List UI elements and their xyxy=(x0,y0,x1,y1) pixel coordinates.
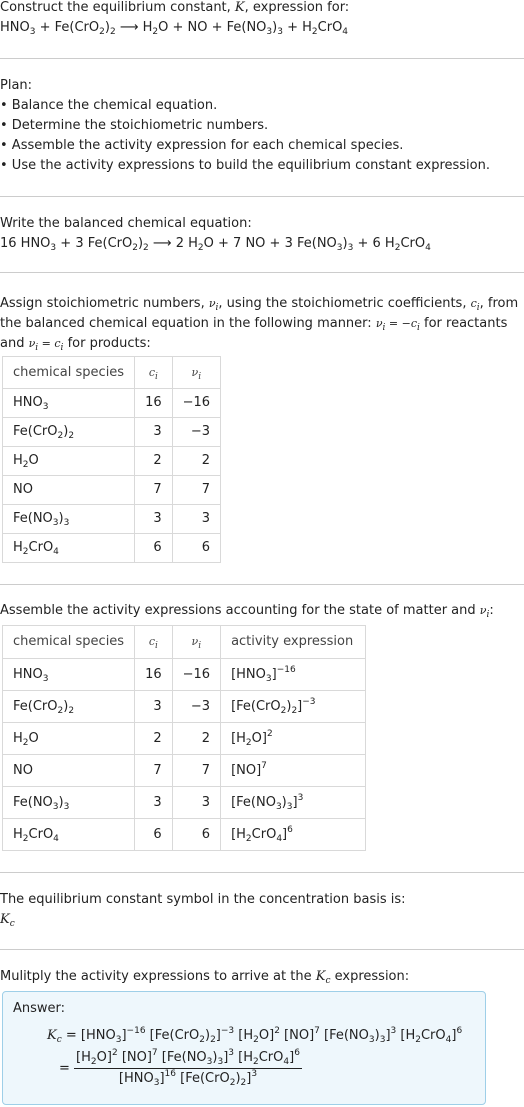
nu-cell: 7 xyxy=(172,476,220,505)
header-c: $c_i$ xyxy=(135,357,173,389)
stoich-text: Assign stoichiometric numbers, $\nu_i$, using the stoichiometric coefficients, $c_i$, from xyxy=(0,296,519,313)
kc-title: The equilibrium constant symbol in the concentration basis is: xyxy=(0,892,406,907)
c-cell: 6 xyxy=(135,534,173,563)
table-row xyxy=(3,787,366,819)
answer-box xyxy=(2,991,486,1105)
stoich-text: the balanced chemical equation in the following manner: $\nu_i = -c_i$ for reactants xyxy=(0,316,508,333)
kc-section xyxy=(0,890,524,930)
divider xyxy=(0,196,524,197)
activity-cell: $[H_2CrO_4]^6$ xyxy=(221,819,366,851)
nu-cell: 3 xyxy=(172,787,220,819)
intro-section xyxy=(0,0,524,38)
table-row xyxy=(3,691,366,723)
answer-label: Answer: xyxy=(13,1001,66,1016)
nu-cell: −3 xyxy=(172,418,220,447)
nu-cell: −3 xyxy=(172,691,220,723)
table-row xyxy=(3,534,221,563)
table-row xyxy=(3,505,221,534)
divider xyxy=(0,584,524,585)
header-species: chemical species xyxy=(3,626,135,659)
activity-cell: $[Fe(CrO_2)_2]^{-3}$ xyxy=(221,691,366,723)
header-species: chemical species xyxy=(3,357,135,389)
activity-cell: [NO]$^7$ xyxy=(221,755,366,787)
nu-cell: 2 xyxy=(172,723,220,755)
multiply-title: Mulitply the activity expressions to arrive at the $K_c$ expression: xyxy=(0,969,410,986)
table-row xyxy=(3,418,221,447)
activity-title: Assemble the activity expressions accounting for the state of matter and $\nu_i$: xyxy=(0,603,494,620)
species-cell: $Fe(CrO_2)_2$ xyxy=(3,418,135,447)
species-cell: $HNO_3$ xyxy=(3,659,135,691)
plan-section xyxy=(0,76,524,176)
nu-cell: −16 xyxy=(172,659,220,691)
activity-cell: $[H_2O]^2$ xyxy=(221,723,366,755)
table-row xyxy=(3,447,221,476)
species-cell: $Fe(NO_3)_3$ xyxy=(3,787,135,819)
header-nu: $\nu_i$ xyxy=(172,626,220,659)
c-cell: 7 xyxy=(135,755,173,787)
species-cell: $H_2CrO_4$ xyxy=(3,819,135,851)
activity-table xyxy=(2,625,366,851)
plan-item: • Determine the stoichiometric numbers. xyxy=(0,118,269,133)
c-cell: 6 xyxy=(135,819,173,851)
fraction xyxy=(74,1048,302,1089)
nu-cell: −16 xyxy=(172,389,220,418)
c-cell: 16 xyxy=(135,389,173,418)
divider xyxy=(0,949,524,950)
species-cell: $H_2CrO_4$ xyxy=(3,534,135,563)
c-cell: 3 xyxy=(135,787,173,819)
table-row xyxy=(3,389,221,418)
stoich-table xyxy=(2,356,221,563)
nu-cell: 6 xyxy=(172,534,220,563)
kc-expression-fraction: = $\frac{[H_2O]^2 [NO]^7 [Fe(NO_3)_3]^3 [H_2CrO_4]^6}{[HNO_3]^{16} [Fe(CrO_2)_2]^3}$ xyxy=(59,1048,300,1088)
c-cell: 3 xyxy=(135,505,173,534)
activity-cell: $[Fe(NO_3)_3]^3$ xyxy=(221,787,366,819)
c-cell: 3 xyxy=(135,418,173,447)
c-cell: 2 xyxy=(135,723,173,755)
divider xyxy=(0,272,524,273)
species-cell: NO xyxy=(3,476,135,505)
activity-cell: $[HNO_3]^{-16}$ xyxy=(221,659,366,691)
activity-section xyxy=(0,601,524,621)
plan-item: • Use the activity expressions to build the equilibrium constant expression. xyxy=(0,158,490,173)
table-header-row xyxy=(3,357,221,389)
nu-cell: 2 xyxy=(172,447,220,476)
balanced-title: Write the balanced chemical equation: xyxy=(0,216,252,231)
table-header-row xyxy=(3,626,366,659)
intro-line: Construct the equilibrium constant, K, expression for: xyxy=(0,0,350,15)
stoich-text: and $\nu_i = c_i$ for products: xyxy=(0,336,151,353)
kc-symbol: $K_c$ xyxy=(0,912,15,929)
c-cell: 2 xyxy=(135,447,173,476)
c-cell: 3 xyxy=(135,691,173,723)
nu-cell: 7 xyxy=(172,755,220,787)
nu-cell: 6 xyxy=(172,819,220,851)
plan-item: • Balance the chemical equation. xyxy=(0,98,218,113)
plan-item: • Assemble the activity expression for each chemical species. xyxy=(0,138,404,153)
header-nu: $\nu_i$ xyxy=(172,357,220,389)
species-cell: $Fe(NO_3)_3$ xyxy=(3,505,135,534)
header-c: $c_i$ xyxy=(135,626,173,659)
kc-expression-product: $K_c = [HNO_3]^{-16}$ $[Fe(CrO_2)_2]^{-3}$ $[H_2O]^2$ [NO]$^7$ $[Fe(NO_3)_3]^3$ $[H_2CrO_4]^6$ xyxy=(47,1026,463,1045)
header-activity: activity expression xyxy=(221,626,366,659)
species-cell: $H_2O$ xyxy=(3,723,135,755)
table-row xyxy=(3,659,366,691)
fraction-numerator: $[H_2O]^2$ [NO]$^7$ $[Fe(NO_3)_3]^3$ $[H_2CrO_4]^6$ xyxy=(76,1048,300,1067)
unbalanced-equation: $HNO_3 + Fe(CrO_2)_2$ ⟶ $H_2O$ + NO + $Fe(NO_3)_3 + H_2CrO_4$ xyxy=(0,20,349,37)
nu-cell: 3 xyxy=(172,505,220,534)
c-cell: 7 xyxy=(135,476,173,505)
species-cell: $HNO_3$ xyxy=(3,389,135,418)
table-row xyxy=(3,476,221,505)
divider xyxy=(0,872,524,873)
species-cell: $Fe(CrO_2)_2$ xyxy=(3,691,135,723)
c-cell: 16 xyxy=(135,659,173,691)
species-cell: NO xyxy=(3,755,135,787)
table-row xyxy=(3,755,366,787)
plan-title: Plan: xyxy=(0,78,33,93)
table-row xyxy=(3,819,366,851)
fraction-denominator: $[HNO_3]^{16}$ $[Fe(CrO_2)_2]^3$ xyxy=(118,1069,258,1088)
balanced-section xyxy=(0,214,524,254)
stoich-section xyxy=(0,294,524,354)
balanced-equation: 16 $HNO_3 + 3$ $Fe(CrO_2)_2$ ⟶ 2 $H_2O + 7$ NO + 3 $Fe(NO_3)_3 + 6$ $H_2CrO_4$ xyxy=(0,236,431,253)
table-row xyxy=(3,723,366,755)
divider xyxy=(0,58,524,59)
species-cell: $H_2O$ xyxy=(3,447,135,476)
multiply-section xyxy=(0,967,524,987)
